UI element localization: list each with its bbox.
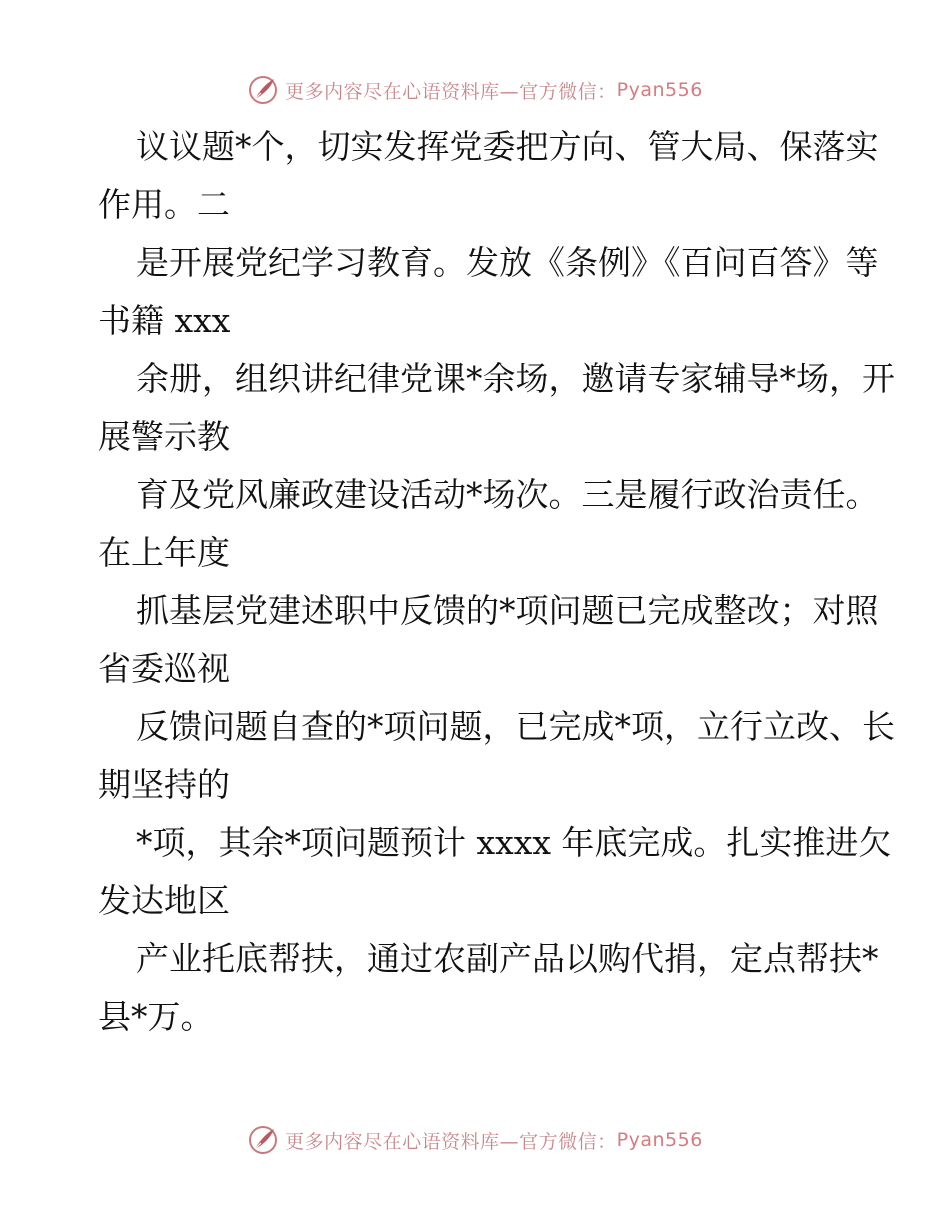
paragraph-5: 抓基层党建述职中反馈的*项问题已完成整改；对照省委巡视: [98, 591, 879, 688]
watermark-text: 更多内容尽在心语资料库—官方微信：: [285, 80, 617, 103]
footer-watermark: [0, 1120, 950, 1160]
watermark-text: 更多内容尽在心语资料库—官方微信：: [285, 1130, 617, 1153]
paragraph-2: 是开展党纪学习教育。发放《条例》《百问百答》等书籍 xxx: [98, 243, 879, 340]
paragraph-3: 余册，组织讲纪律党课*余场，邀请专家辅导*场，开展警示教: [98, 359, 895, 456]
paragraph-7: *项，其余*项问题预计 xxxx 年底完成。扎实推进欠发达地区: [98, 823, 892, 920]
paragraph-1: 议议题*个，切实发挥党委把方向、管大局、保落实作用。二: [98, 127, 879, 224]
watermark-wechat-id: Pyan556: [616, 1129, 703, 1151]
paragraph-4: 育及党风廉政建设活动*场次。三是履行政治责任。在上年度: [98, 475, 879, 572]
paragraph-8: 产业托底帮扶，通过农副产品以购代捐，定点帮扶*县*万。: [98, 939, 879, 1036]
paragraph-6: 反馈问题自查的*项问题，已完成*项，立行立改、长期坚持的: [98, 707, 895, 804]
document-body: [98, 118, 898, 1046]
header-watermark: [0, 70, 950, 110]
quill-pen-logo-icon: [247, 1124, 279, 1156]
quill-pen-logo-icon: [247, 74, 279, 106]
watermark-wechat-id: Pyan556: [616, 79, 703, 101]
